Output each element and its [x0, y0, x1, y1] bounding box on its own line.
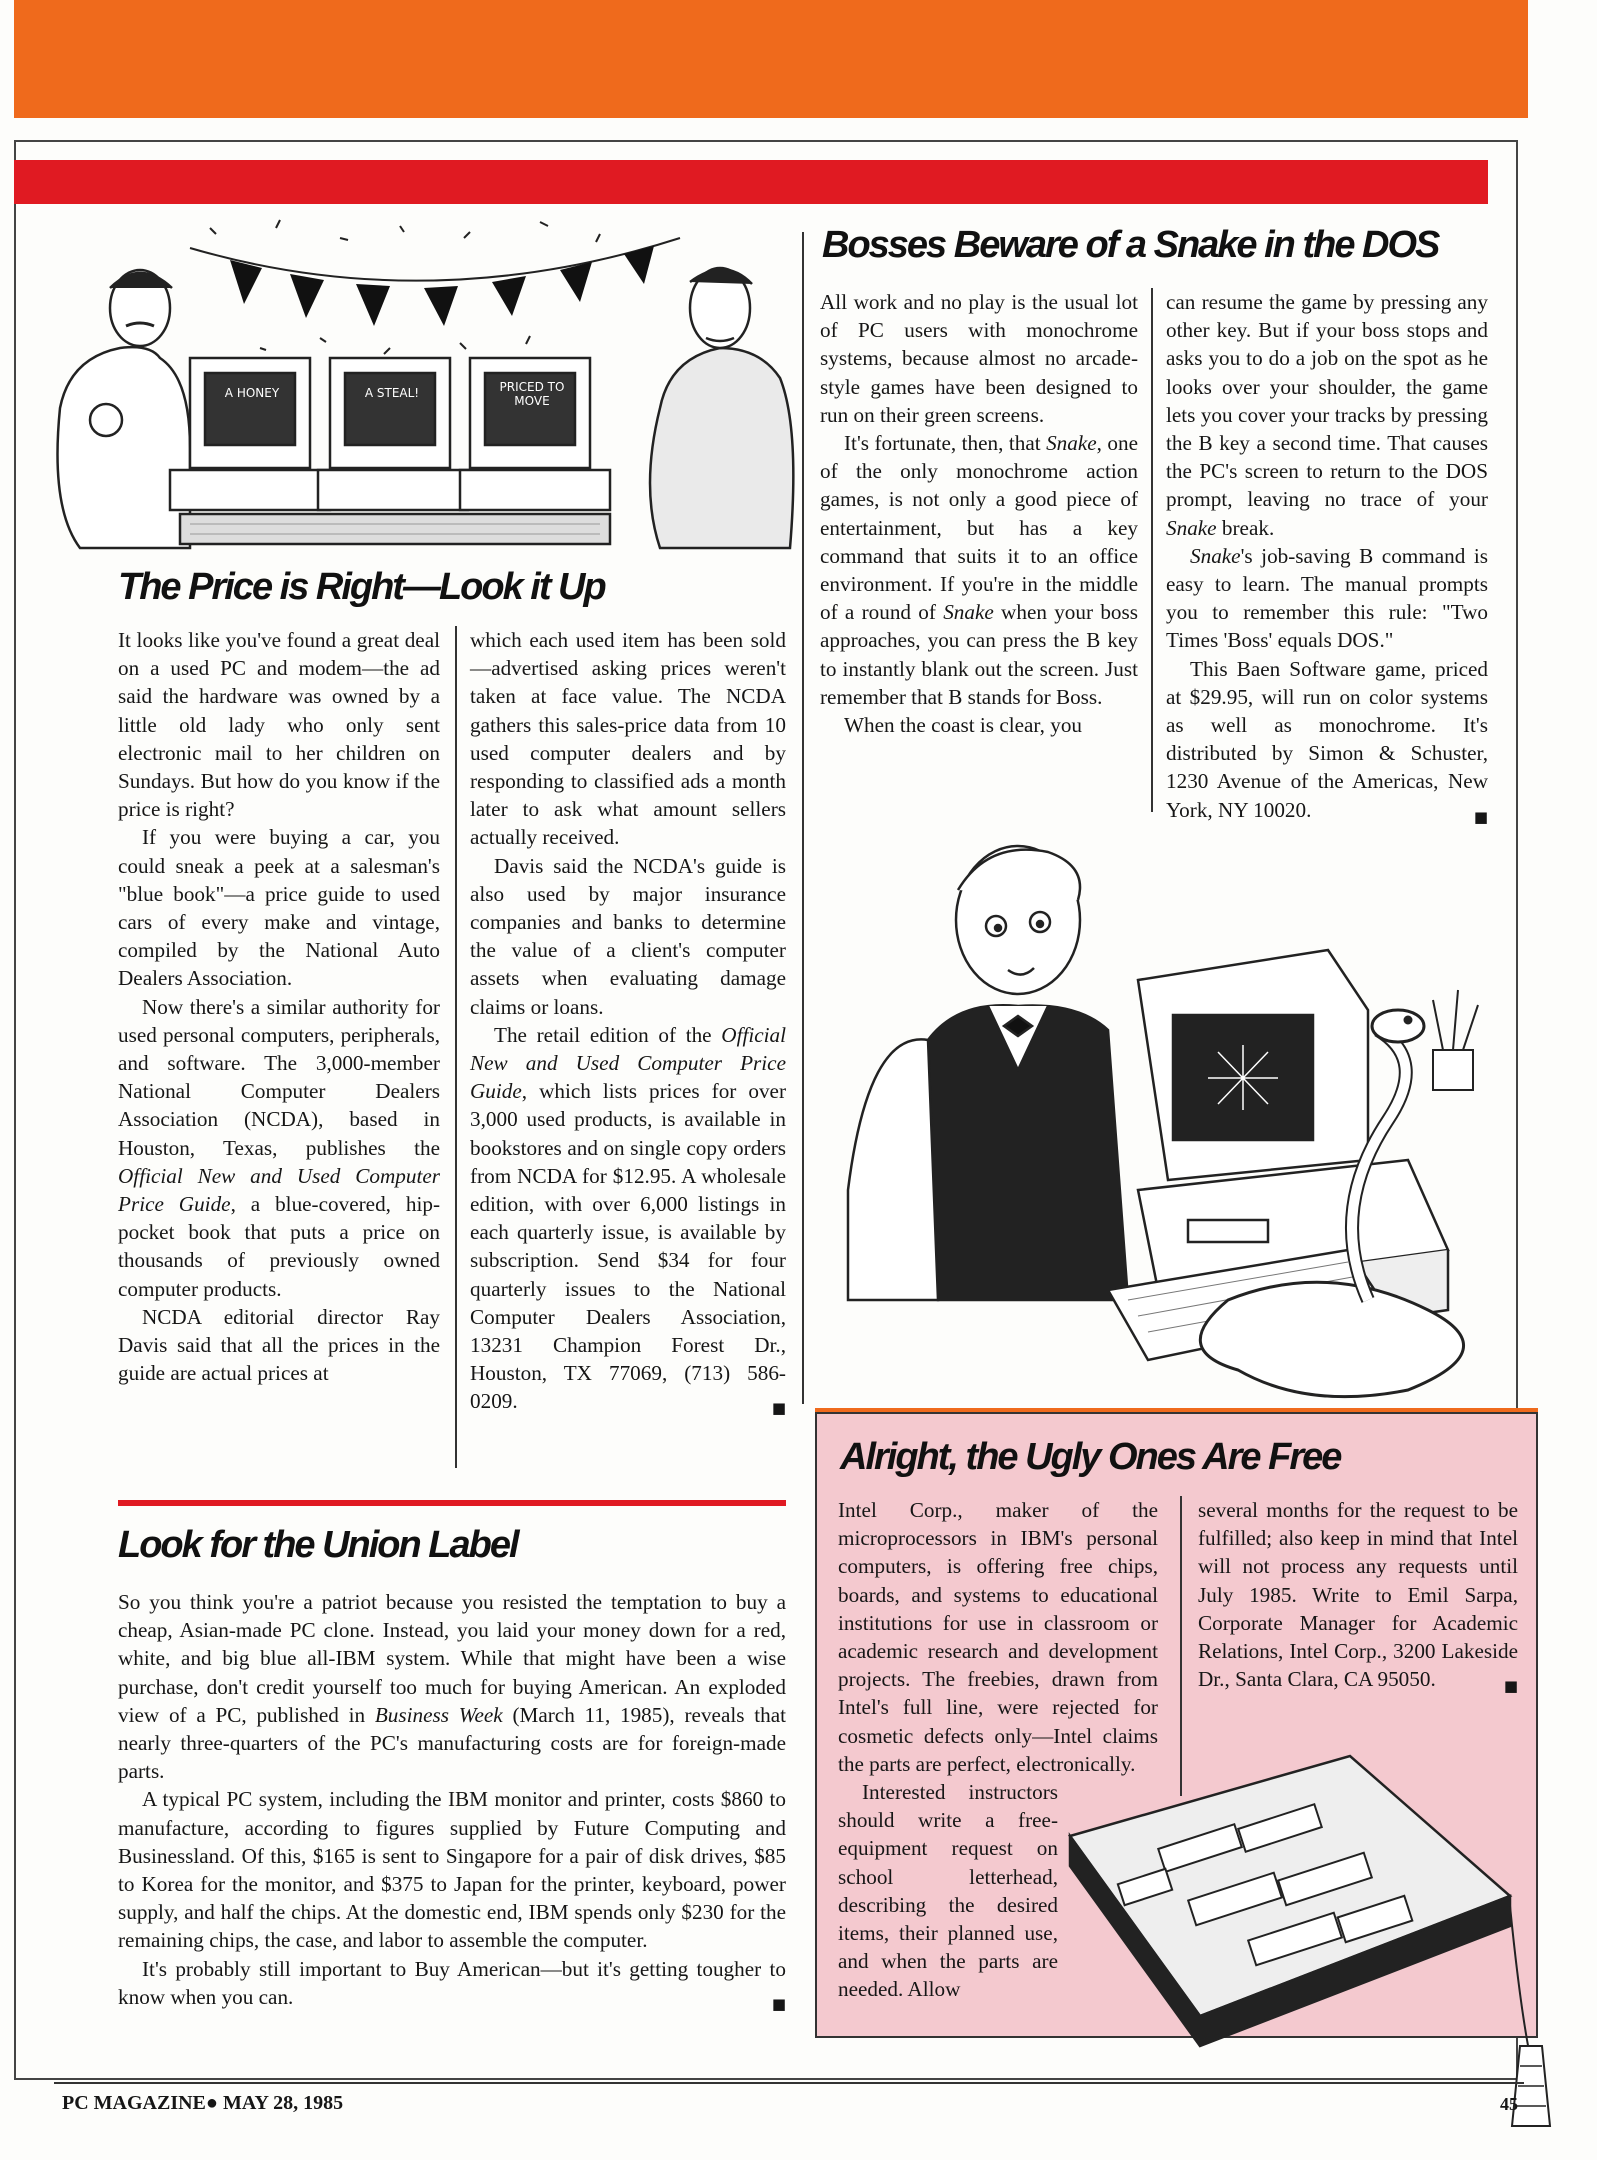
end-mark: ■ [1473, 807, 1488, 826]
union-paragraph: So you think you're a patriot because you resisted the temptation to buy a cheap, Asian-made PC clone. Instead, you laid your money down for a red, white, and big blue all-IBM system. While that might have been a wise purchase, don't credit yourself too much for buying American. An exploded view of a PC, published in Business Week (March 11, 1985), reveals that nearly three-quarters of the PC's manufacturing costs are for foreign-made parts. [118, 1590, 786, 1784]
snake-paragraph: This Baen Software game, priced at $29.95, will run on color systems as well as monochrome. It's distributed by Simon & Schuster, 1230 Avenue of the Americas, New York, NY 10020. ■ [1166, 655, 1488, 824]
price-paragraph: It looks like you've found a great deal on a used PC and modem—the ad said the hardware was owned by a little old lady who only sent electronic mail to her children on Sundays. But how do you know if the price is right? [118, 628, 440, 822]
price-article-headline: The Price is Right—Look it Up [118, 566, 605, 608]
snake-article-column-2 [1166, 288, 1488, 831]
column-divider [455, 626, 457, 1468]
column-divider [1151, 288, 1153, 812]
end-mark: ■ [1503, 1677, 1518, 1696]
footer-rule [54, 2082, 1524, 2084]
guide-title: Official New and Used Computer Price Guide [118, 1163, 440, 1217]
snake-paragraph: can resume the game by pressing any other key. But if your boss stops and asks you to do a job on the spot as he looks over your shoulder, the game lets you cover your tracks by pressing the B key a second time. That causes the PC's screen to return to the DOS prompt, leaving no trace of your Snake break. [1166, 290, 1488, 540]
union-paragraph: A typical PC system, including the IBM monitor and printer, costs $860 to manufacture, according to figures supplied by Future Computing and Businessland. Of this, $165 is sent to Singapore for a pair of disk drives, $85 to Korea for the monitor, and $375 to Japan for the printer, keyboard, power supply, and half the chips. At the domestic end, IBM spends only $230 for the remaining chips, the case, and labor to assemble the computer. [118, 1787, 786, 1953]
section-red-bar [14, 160, 1488, 204]
union-article-rule [118, 1500, 786, 1506]
union-article-headline: Look for the Union Label [118, 1524, 518, 1566]
footer-bullet: ● [205, 2092, 218, 2114]
price-paragraph: Now there's a similar authority for used personal computers, peripherals, and software. The 3,000-member National Computer Dealers Association (NCDA), based in Houston, Texas, publishes the Official New and Used Computer Price Guide, a blue-covered, hip-pocket book that puts a price on thousands of previously owned computer products. [118, 994, 440, 1301]
price-article-column-2 [470, 626, 786, 1423]
snake-game-illustration [808, 830, 1508, 1400]
union-paragraph: It's probably still important to Buy American—but it's getting tougher to know when you can. ■ [118, 1955, 786, 2011]
magazine-name: PC MAGAZINE [62, 2092, 206, 2114]
intel-paragraph: Interested instructors should write a free-equipment request on school letterhead, describing the desired items, their planned use, and when the parts are needed. Allow [838, 1780, 1058, 2002]
snake-paragraph: All work and no play is the usual lot of PC users with monochrome systems, because almost no arcade-style games have been designed to run on their green screens. [820, 290, 1138, 427]
snake-paragraph: Snake's job-saving B command is easy to learn. The manual prompts you to remember this rule: "Two Times 'Boss' equals DOS." [1166, 543, 1488, 653]
end-mark: ■ [771, 1994, 786, 2013]
page-number: 45 [1500, 2094, 1518, 2114]
price-paragraph: The retail edition of the Official New and Used Computer Price Guide, which lists prices for over 3,000 used products, is available in bookstores and on single copy orders from NCDA for $12.95. A wholesale edition, with over 6,000 listings in each quarterly issue, is available by subscription. Send $34 for four quarterly issues to the National Computer Dealers Association, 13231 Champion Forest Dr., Houston, TX 77069, (713) 586-0209. ■ [470, 1021, 786, 1416]
intel-article-headline: Alright, the Ugly Ones Are Free [840, 1436, 1341, 1478]
intel-article-column-2 [1198, 1496, 1518, 1700]
snake-article-column-1 [820, 288, 1138, 739]
issue-date: MAY 28, 1985 [222, 2092, 344, 2114]
price-paragraph: If you were buying a car, you could sneak a peek at a salesman's "blue book"—a price guide to used cars of every make and vintage, compiled by the National Auto Dealers Association. [118, 825, 440, 991]
price-article-column-1 [118, 626, 440, 1387]
snake-paragraph: When the coast is clear, you [844, 713, 1083, 738]
screen-label-steal: A STEAL! [364, 386, 420, 400]
intel-article-column-1 [838, 1496, 1158, 2004]
price-paragraph: Davis said the NCDA's guide is also used by major insurance companies and banks to determine the value of a client's computer assets when evaluating damage claims or loans. [470, 853, 786, 1019]
column-divider [802, 232, 804, 1404]
top-color-band [14, 0, 1528, 118]
guide-title: Official New and Used Computer Price Guide [470, 1022, 787, 1104]
intel-paragraph: several months for the request to be fulfilled; also keep in mind that Intel will not process any requests until July 1985. Write to Emil Sarpa, Corporate Manager for Academic Relations, Intel Corp., 3200 Lakeside Dr., Santa Clara, CA 95050. ■ [1198, 1496, 1518, 1693]
price-paragraph: NCDA editorial director Ray Davis said that all the prices in the guide are actual prices at [118, 1304, 440, 1386]
screen-label-honey: A HONEY [224, 386, 280, 400]
column-divider [1180, 1496, 1182, 1796]
snake-paragraph: It's fortunate, then, that Snake, one of the only monochrome action games, is not only a good piece of entertainment, but has a key command that suits it to an office environment. If you're in the middle of a round of Snake when your boss approaches, you can press the B key to instantly blank out the screen. Just remember that B stands for Boss. [820, 431, 1138, 709]
screen-label-priced: PRICED TO MOVE [499, 380, 565, 408]
union-article-body [118, 1588, 786, 2018]
publication-title: Business Week [374, 1702, 503, 1727]
intel-paragraph: Intel Corp., maker of the microprocessors in IBM's personal computers, is offering free chips, boards, and systems to educational institutions for use in classroom or academic research and development projects. The freebies, drawn from Intel's full line, were rejected for cosmetic defects only—Intel claims the parts are perfect, electronically. [838, 1498, 1158, 1776]
snake-article-headline: Bosses Beware of a Snake in the DOS [822, 224, 1439, 266]
footer-folio [62, 2092, 343, 2115]
end-mark: ■ [771, 1399, 786, 1418]
price-paragraph: which each used item has been sold—advertised asking prices weren't taken at face value. The NCDA gathers this sales-price data from 10 used computer dealers and by responding to classified ads a month later to ask what amount sellers actually received. [470, 628, 786, 850]
